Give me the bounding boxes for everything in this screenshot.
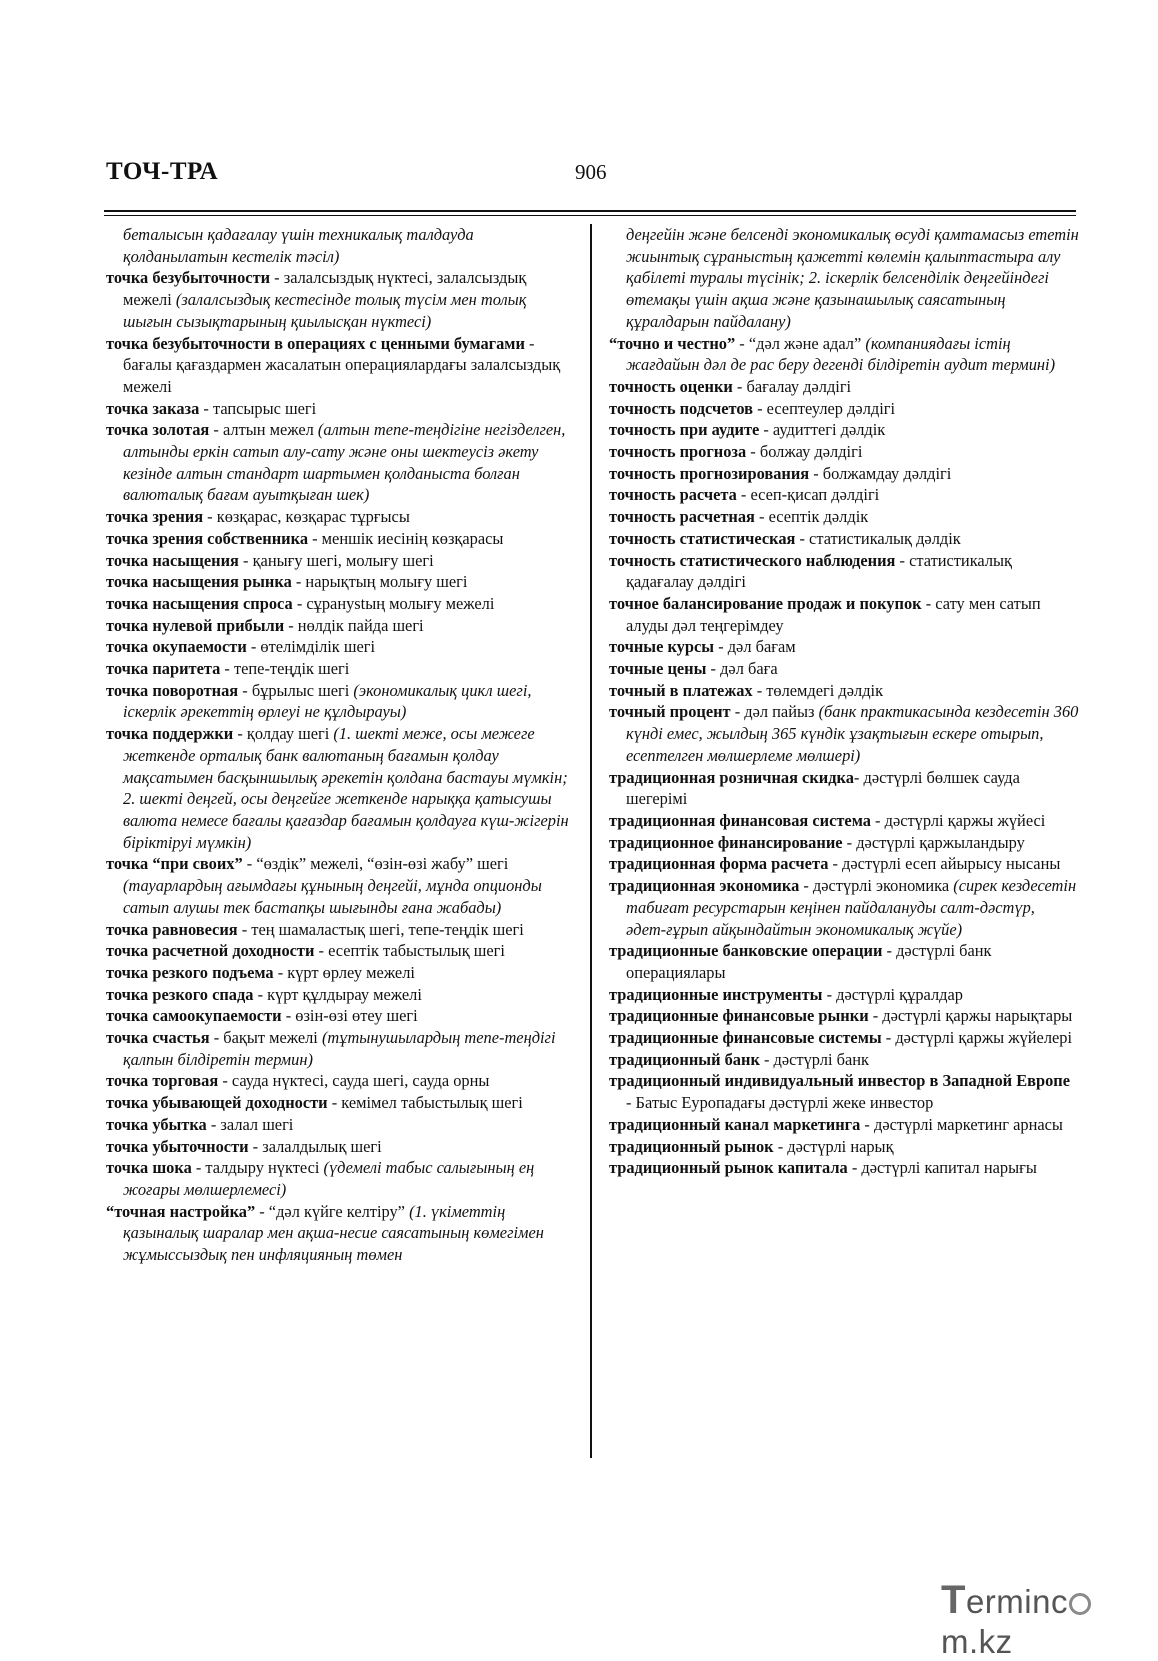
- entry-definition: - есептік табыстылық шегі: [314, 941, 505, 961]
- header-rule: [104, 210, 1076, 212]
- entry-headword: точка торговая: [106, 1071, 219, 1091]
- entry-headword: точка счастья: [106, 1028, 210, 1048]
- entry-definition: - залал шегі: [206, 1114, 294, 1134]
- entry-headword: традиционная финансовая система: [609, 810, 871, 830]
- dictionary-entry: [609, 984, 1079, 1006]
- dictionary-entry: [106, 593, 572, 615]
- entry-definition: - меншік иесінің көзқарасы: [308, 528, 504, 548]
- entry-definition: - сату мен сатып алуды дәл теңгерімдеу: [626, 593, 1041, 635]
- entry-definition: - дәстүрлі банк: [759, 1049, 869, 1069]
- entry-definition: - тепе-теңдік шегі: [220, 659, 350, 679]
- entry-headword: точка окупаемости: [106, 637, 247, 657]
- entry-definition: - дәстүрлі қаржы нарықтары: [868, 1006, 1073, 1026]
- dictionary-entry: [609, 875, 1079, 940]
- entry-headword: точность расчета: [609, 485, 737, 505]
- entry-note: (тауарлардың ағымдағы құнының деңгейі, мұнда опционды сатып алушы тек бастапқы шығынды ғана жабады): [123, 876, 542, 917]
- entry-headword: точный процент: [609, 702, 731, 722]
- entry-definition: - бағалы қағаздармен жасалатын операциялардағы залалсыздық межелі: [123, 333, 561, 396]
- entry-headword: традиционная розничная скидка: [609, 767, 854, 787]
- entry-note: (экономикалық цикл шегі, іскерлік әрекеттің өрлеуі не құлдырауы): [123, 680, 532, 722]
- entry-note: (залалсыздық кестесінде толық түсім мен толық шығын сызықтарының қиылысқан нүктесі): [123, 290, 527, 331]
- termincom-logo: Termincm.kz: [941, 1578, 1158, 1661]
- entry-headword: “точно и честно”: [609, 333, 736, 353]
- entry-definition: - “өздік” межелі, “өзін-өзі жабу” шегі: [242, 854, 509, 874]
- entry-definition: - аудиттегі дәлдік: [759, 420, 886, 440]
- dictionary-entry: [106, 723, 572, 853]
- dictionary-entry: [106, 1027, 572, 1070]
- entry-note: (үдемелі табыс салығының ең жоғары мөлшерлемесі): [123, 1158, 535, 1199]
- dictionary-entry: [106, 1157, 572, 1200]
- entry-headword: точка убывающей доходности: [106, 1093, 328, 1113]
- dictionary-entry: [609, 1005, 1079, 1027]
- dictionary-entry: [609, 1114, 1079, 1136]
- entry-definition: - сауда нүктесі, сауда шегі, сауда орны: [218, 1071, 490, 1091]
- dictionary-entry: [106, 919, 572, 941]
- entry-note: (тұтынушылардың тепе-теңдігі қалпын білдіретін термин): [123, 1028, 556, 1069]
- dictionary-entry: [609, 528, 1079, 550]
- entry-headword: традиционные финансовые рынки: [609, 1006, 869, 1026]
- dictionary-entry: [609, 767, 1079, 810]
- dictionary-entry: [609, 658, 1079, 680]
- entry-definition: - кемімел табыстылық шегі: [327, 1093, 523, 1113]
- entry-headword: традиционный рынок: [609, 1136, 774, 1156]
- entry-headword: точка зрения: [106, 507, 204, 527]
- entry-headword: точка равновесия: [106, 919, 238, 939]
- dictionary-entry: [106, 550, 572, 572]
- entry-definition: - “дәл және адал”: [735, 333, 866, 353]
- dictionary-entry: [609, 398, 1079, 420]
- dictionary-entry: [106, 571, 572, 593]
- entry-headword: традиционные финансовые системы: [609, 1028, 882, 1048]
- entry-definition: - “дәл күйге келтіру”: [255, 1201, 410, 1221]
- entry-definition: - есептеулер дәлдігі: [752, 398, 896, 418]
- dictionary-entry: [609, 224, 1079, 333]
- dictionary-entry: [609, 1157, 1079, 1179]
- dictionary-entry: [106, 1092, 572, 1114]
- entry-definition: - есеп-қисап дәлдігі: [736, 485, 880, 505]
- entry-headword: точные курсы: [609, 637, 715, 657]
- dictionary-entry: [609, 1070, 1079, 1113]
- entry-definition: - дәстүрлі банк операциялары: [626, 941, 992, 982]
- dictionary-entry: [609, 419, 1079, 441]
- entry-definition: - дәстүрлі қаржыландыру: [842, 832, 1025, 852]
- entry-headword: точка заказа: [106, 398, 200, 418]
- dictionary-entry: [106, 224, 572, 267]
- entry-headword: точка поворотная: [106, 680, 239, 700]
- dictionary-entry: [106, 1070, 572, 1092]
- entry-definition: - бағалау дәлдігі: [732, 376, 852, 396]
- entry-definition: - Батыс Еуропадағы дәстүрлі жеке инвестор: [626, 1093, 934, 1113]
- entry-definition: - статистикалық қадағалау дәлдігі: [626, 550, 1012, 592]
- entry-definition: - нөлдік пайда шегі: [284, 615, 424, 635]
- entry-definition: - көзқарас, көзқарас тұрғысы: [203, 507, 410, 527]
- logo-circle-icon: [1069, 1593, 1091, 1615]
- right-column: [609, 224, 1079, 1179]
- entry-definition: - қанығу шегі, молығу шегі: [238, 550, 434, 570]
- entry-definition: - дәстүрлі құралдар: [822, 984, 963, 1004]
- entry-headword: точка золотая: [106, 420, 210, 440]
- dictionary-entry: [106, 419, 572, 506]
- entry-headword: точность расчетная: [609, 507, 755, 527]
- entry-headword: точка “при своих”: [106, 854, 243, 874]
- entry-definition: - өзін-өзі өтеу шегі: [281, 1006, 418, 1026]
- dictionary-entry: [609, 1049, 1079, 1071]
- entry-headword: точка безубыточности в операциях с ценными бумагами: [106, 333, 525, 353]
- entry-note: беталысын қадағалау үшін техникалық талдауда қолданылатын кестелік тәсіл): [123, 225, 474, 266]
- entry-definition: - сұранystың молығу межелі: [292, 593, 495, 613]
- dictionary-entry: [609, 940, 1079, 983]
- entry-headword: точка резкого подъема: [106, 962, 274, 982]
- dictionary-entry: [609, 701, 1079, 766]
- entry-definition: - нарықтың молығу шегі: [291, 572, 468, 592]
- entry-definition: - дәстүрлі есеп айырысу нысаны: [828, 854, 1061, 874]
- entry-headword: точка шока: [106, 1158, 192, 1178]
- entry-headword: точность статистического наблюдения: [609, 550, 896, 570]
- entry-headword: точность прогнозирования: [609, 463, 810, 483]
- entry-headword: точка насыщения рынка: [106, 572, 292, 592]
- dictionary-entry: [106, 636, 572, 658]
- entry-headword: точность прогноза: [609, 442, 747, 462]
- dictionary-entry: [106, 962, 572, 984]
- column-divider: [590, 224, 592, 1458]
- entry-definition: - талдыру нүктесі: [191, 1158, 324, 1178]
- entry-headword: точка зрения собственника: [106, 528, 309, 548]
- dictionary-entry: [609, 1136, 1079, 1158]
- entry-headword: точный в платежах: [609, 680, 753, 700]
- entry-definition: - болжамдау дәлдігі: [809, 463, 952, 483]
- entry-definition: - дәстүрлі капитал нарығы: [847, 1158, 1037, 1178]
- entry-headword: точка безубыточности: [106, 268, 271, 288]
- entry-definition: - төлемдегі дәлдік: [752, 680, 884, 700]
- page-title: ТОЧ-ТРА: [106, 158, 219, 185]
- entry-definition: - дәл баға: [706, 659, 778, 679]
- entry-definition: - тең шамаластық шегі, тепе-теңдік шегі: [237, 919, 524, 939]
- entry-headword: точка убытка: [106, 1114, 207, 1134]
- entry-definition: - тапсырыс шегі: [199, 398, 317, 418]
- entry-definition: - қолдау шегі: [233, 724, 334, 744]
- entry-headword: точность статистическая: [609, 528, 796, 548]
- entry-headword: традиционный банк: [609, 1049, 760, 1069]
- entry-definition: - күрт өрлеу межелі: [273, 962, 415, 982]
- dictionary-entry: [609, 506, 1079, 528]
- entry-definition: - күрт құлдырау межелі: [253, 984, 422, 1004]
- dictionary-entry: [609, 593, 1079, 636]
- entry-definition: - болжау дәлдігі: [746, 442, 863, 462]
- entry-headword: точность подсчетов: [609, 398, 753, 418]
- entry-note: (1. үкіметтің қазыналық шаралар мен ақша-несие саясатының көмегімен жұмыссыздық пен инфляцияның төмен: [123, 1201, 544, 1265]
- page-number: 906: [575, 160, 607, 184]
- entry-headword: точка насыщения спроса: [106, 593, 293, 613]
- entry-note: (компаниядағы істің жағдайын дәл де рас беру дегенді білдіретін аудит термині): [626, 333, 1056, 375]
- dictionary-entry: [106, 940, 572, 962]
- entry-headword: традиционная форма расчета: [609, 854, 829, 874]
- entry-headword: точка резкого спада: [106, 984, 254, 1004]
- left-column: [106, 224, 572, 1266]
- entry-headword: традиционный рынок капитала: [609, 1158, 848, 1178]
- entry-definition: - дәстүрлі қаржы жүйелері: [881, 1028, 1073, 1048]
- dictionary-entry: [106, 528, 572, 550]
- entry-note: (сирек кездесетін табиғат ресурстарын кеңінен пайдалануды салт-дәстүр, әдет-ғұрып айқындайтын экономикалық жүйе): [626, 876, 1077, 939]
- dictionary-entry: [106, 1201, 572, 1266]
- entry-definition: - дәстүрлі қаржы жүйесі: [870, 810, 1046, 830]
- entry-note: (алтын тепе-теңдігіне негізделген, алтынды еркін сатып алу-сату және оны шектеусіз әкету кезінде алтын стандарт шартымен қолданыста болған валюталық бағам ауытқыған шек): [123, 420, 566, 505]
- dictionary-entry: [106, 398, 572, 420]
- entry-headword: традиционный канал маркетинга: [609, 1114, 861, 1134]
- entry-definition: - дәстүрлі бөлшек сауда шегерімі: [626, 767, 1020, 809]
- entry-headword: точность оценки: [609, 376, 733, 396]
- entry-note: (банк практикасында кездесетін 360 күнді емес, жылдың 365 күндік ұзақтығын ескере отырып, есептелген мөлшерлеме мөлшері): [626, 702, 1079, 765]
- dictionary-entry: [609, 636, 1079, 658]
- entry-definition: - дәстүрлі нарық: [773, 1136, 894, 1156]
- entry-definition: - бақыт межелі: [209, 1028, 322, 1048]
- dictionary-entry: [609, 853, 1079, 875]
- dictionary-entry: [609, 463, 1079, 485]
- dictionary-entry: [106, 984, 572, 1006]
- entry-definition: - бұрылыс шегі: [238, 680, 354, 700]
- dictionary-entry: [609, 832, 1079, 854]
- dictionary-entry: [106, 853, 572, 918]
- entry-definition: - залалдылық шегі: [248, 1136, 382, 1156]
- entry-headword: точность при аудите: [609, 420, 760, 440]
- dictionary-entry: [609, 1027, 1079, 1049]
- entry-headword: точка паритета: [106, 659, 221, 679]
- dictionary-entry: [106, 1005, 572, 1027]
- entry-headword: традиционные инструменты: [609, 984, 823, 1004]
- header-rule-thin: [104, 215, 1076, 216]
- entry-definition: - дәстүрлі экономика: [799, 876, 954, 896]
- entry-headword: традиционные банковские операции: [609, 941, 883, 961]
- entry-headword: точка насыщения: [106, 550, 239, 570]
- entry-headword: точное балансирование продаж и покупок: [609, 593, 922, 613]
- entry-headword: точные цены: [609, 659, 707, 679]
- entry-headword: традиционная экономика: [609, 876, 800, 896]
- entry-definition: - есептік дәлдік: [754, 507, 869, 527]
- entry-headword: “точная настройка”: [106, 1201, 256, 1221]
- dictionary-entry: [106, 333, 572, 398]
- entry-note: деңгейін және белсенді экономикалық өсуді қамтамасыз ететін жиынтық сұраныстың қажетті көлемін қалыптастыра алу қабілеті туралы түсінік; 2. іскерлік белсенділік деңгейіндегі өтемақы үшін ақша және қазынашылық саясатының құралдарын пайдалану): [626, 225, 1079, 331]
- entry-headword: традиционное финансирование: [609, 832, 843, 852]
- dictionary-entry: [609, 550, 1079, 593]
- entry-headword: точка поддержки: [106, 724, 234, 744]
- dictionary-entry: [106, 615, 572, 637]
- entry-headword: точка самоокупаемости: [106, 1006, 282, 1026]
- entry-definition: - дәл бағам: [714, 637, 796, 657]
- dictionary-entry: [106, 1114, 572, 1136]
- entry-definition: - залалсыздық нүктесі, залалсыздық межелі: [123, 268, 527, 310]
- entry-definition: - дәл пайыз: [730, 702, 819, 722]
- entry-definition: - алтын межел: [209, 420, 318, 440]
- dictionary-entry: [609, 484, 1079, 506]
- entry-headword: традиционный индивидуальный инвестор в Западной Европе: [609, 1071, 1071, 1091]
- dictionary-entry: [609, 441, 1079, 463]
- entry-headword: точка нулевой прибыли: [106, 615, 285, 635]
- entry-headword: точка расчетной доходности: [106, 941, 315, 961]
- dictionary-entry: [609, 680, 1079, 702]
- entry-note: (1. шекті меже, осы межеге жеткенде орталық банк валютаның бағамын қолдау мақсатымен басқыншылық әрекетін қолдана бастауы мүмкін; 2. шекті деңгей, осы деңгейге жеткенде нарыққа қатысушы валюта немесе бағалы қағаздар бағамын қолдауға күш-жігерін біріктіруі мүмкін): [123, 724, 569, 852]
- dictionary-entry: [106, 267, 572, 332]
- entry-definition: - өтелімділік шегі: [246, 637, 376, 657]
- dictionary-entry: [609, 333, 1079, 376]
- dictionary-entry: [609, 810, 1079, 832]
- dictionary-entry: [106, 506, 572, 528]
- entry-headword: точка убыточности: [106, 1136, 249, 1156]
- dictionary-entry: [106, 1136, 572, 1158]
- dictionary-entry: [106, 680, 572, 723]
- dictionary-entry: [609, 376, 1079, 398]
- entry-definition: - дәстүрлі маркетинг арнасы: [860, 1114, 1063, 1134]
- dictionary-entry: [106, 658, 572, 680]
- entry-definition: - статистикалық дәлдік: [795, 528, 961, 548]
